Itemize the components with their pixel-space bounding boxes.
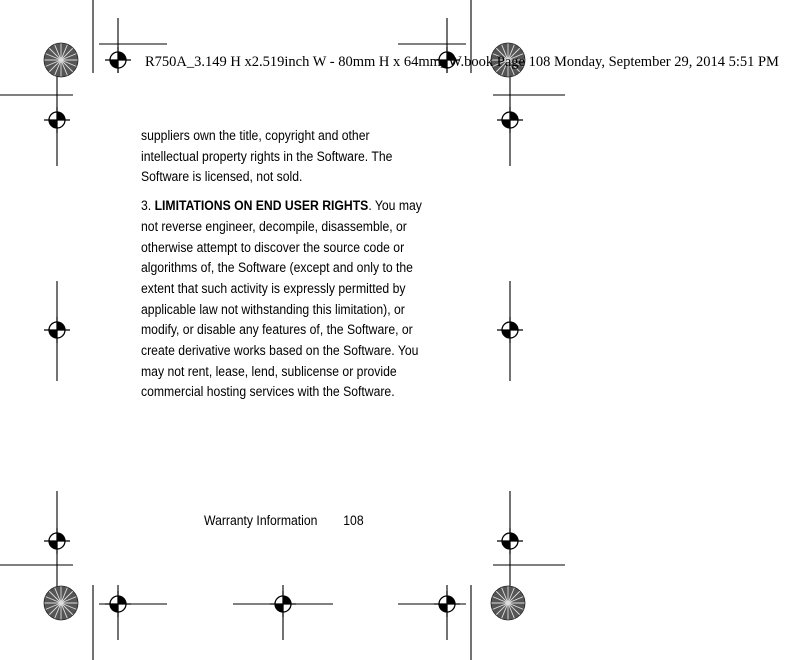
section-heading: LIMITATIONS ON END USER RIGHTS — [154, 198, 369, 215]
paragraph-ownership: suppliers own the title, copyright and other intellectual property rights in the Software. The Software is licensed, not sold. — [141, 128, 393, 186]
page-footer — [204, 513, 364, 529]
section-body: . You may not reverse engineer, decompile, disassemble, or otherwise attempt to discover the source code or algorithms of, the Software (except and only to the extent that such activity is expressly permitted by applicable law not withstanding this limitation), or modify, or disable any features of, the Software, or create derivative works based on the Software. You may not rent, lease, lend, sublicense or provide commercial hosting services with the Software. — [141, 198, 422, 401]
document-body — [141, 126, 422, 411]
section-number: 3. — [141, 198, 155, 215]
footer-section-title: Warranty Information — [204, 513, 318, 529]
slug-line: R750A_3.149 H x2.519inch W - 80mm H x 64mm_W.book Page 108 Monday, September 29, 2014 5:51 PM — [145, 54, 779, 70]
paragraph-limitations — [141, 196, 423, 403]
page-number: 108 — [343, 513, 364, 529]
